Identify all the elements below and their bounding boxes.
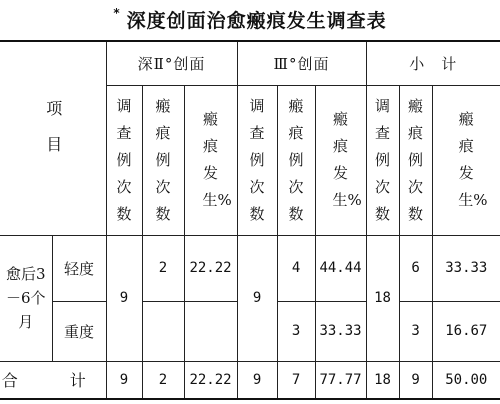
title-footnote-mark: * [113,6,121,20]
cell-subtotal-rate-severe: 16.67 [432,301,500,361]
subcol-header: 瘢痕发生% [432,85,500,235]
total-iii-scar: 7 [277,361,315,399]
total-deep-rate: 22.22 [184,361,237,399]
total-subtotal-surveyed: 18 [366,361,399,399]
subcol-header: 瘢痕例次数 [277,85,315,235]
cell-deep-scar-severe [142,301,184,361]
item-header-label: 项目 [43,100,63,173]
cell-deep-scar-mild: 2 [142,235,184,301]
scar-survey-table [0,40,500,400]
total-iii-surveyed: 9 [237,361,277,399]
total-subtotal-scar: 9 [399,361,432,399]
group-header-subtotal: 小 计 [366,41,500,85]
title-text: 深度创面治愈瘢痕发生调查表 [126,10,387,32]
cell-deep-rate-severe [184,301,237,361]
total-label: 合 计 [0,361,106,399]
row-label-mild: 轻度 [52,235,106,301]
cell-deep-surveyed: 9 [106,235,142,361]
group-header-row [0,41,500,85]
row-group-label-cell [0,235,52,361]
subcol-header: 瘢痕例次数 [399,85,432,235]
cell-subtotal-surveyed: 18 [366,235,399,361]
cell-subtotal-rate-mild: 33.33 [432,235,500,301]
group-header-deep-ii: 深Ⅱ°创面 [106,41,237,85]
table-row-total [0,361,500,399]
total-iii-rate: 77.77 [315,361,366,399]
cell-iii-scar-severe: 3 [277,301,315,361]
subcol-header: 调查例次数 [366,85,399,235]
row-label-severe: 重度 [52,301,106,361]
subcol-header: 瘢痕例次数 [142,85,184,235]
cell-iii-rate-severe: 33.33 [315,301,366,361]
total-deep-scar: 2 [142,361,184,399]
table-row-mild [0,235,500,301]
row-group-label: 愈后3－6个月 [5,265,46,331]
item-header-cell [0,41,106,235]
cell-iii-scar-mild: 4 [277,235,315,301]
total-subtotal-rate: 50.00 [432,361,500,399]
total-deep-surveyed: 9 [106,361,142,399]
group-header-iii: Ⅲ°创面 [237,41,366,85]
cell-iii-rate-mild: 44.44 [315,235,366,301]
subcol-header: 调查例次数 [106,85,142,235]
cell-iii-surveyed: 9 [237,235,277,361]
cell-subtotal-scar-mild: 6 [399,235,432,301]
table-title [0,6,500,36]
cell-deep-rate-mild: 22.22 [184,235,237,301]
subcol-header: 瘢痕发生% [184,85,237,235]
cell-subtotal-scar-severe: 3 [399,301,432,361]
subcol-header: 调查例次数 [237,85,277,235]
subcol-header: 瘢痕发生% [315,85,366,235]
